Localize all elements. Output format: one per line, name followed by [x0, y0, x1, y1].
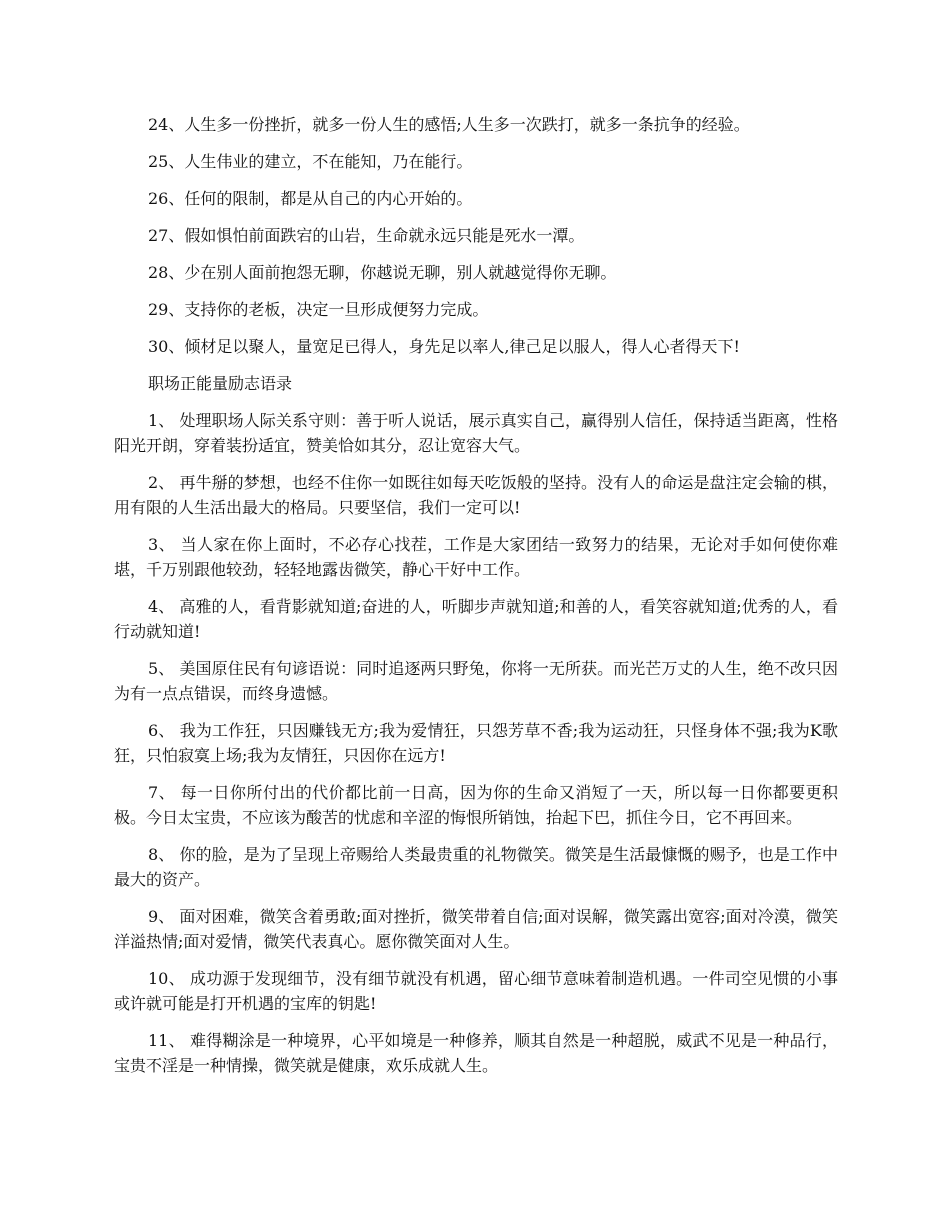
workplace-quote-3: 3、 当人家在你上面时，不必存心找茬，工作是大家团结一致努力的结果，无论对手如何使你难堪，千万别跟他较劲，轻轻地露齿微笑，静心干好中工作。 — [114, 535, 838, 579]
quote-paragraph-26: 26、任何的限制，都是从自己的内心开始的。 — [148, 189, 473, 208]
workplace-quote-5: 5、 美国原住民有句谚语说：同时追逐两只野兔，你将一无所获。而光芒万丈的人生，绝不改只因为有一点点错误，而终身遗憾。 — [114, 659, 838, 703]
workplace-quote-2: 2、 再牛掰的梦想，也经不住你一如既往如每天吃饭般的坚持。没有人的命运是盘注定会输的棋，用有限的人生活出最大的格局。只要坚信，我们一定可以! — [114, 473, 838, 517]
quote-paragraph-28: 28、少在别人面前抱怨无聊，你越说无聊，别人就越觉得你无聊。 — [148, 263, 617, 282]
workplace-quote-1: 1、 处理职场人际关系守则：善于听人说话，展示真实自己，赢得别人信任，保持适当距离，性格阳光开朗，穿着装扮适宜，赞美恰如其分，忍让宽容大气。 — [114, 411, 838, 455]
section-heading: 职场正能量励志语录 — [148, 374, 293, 393]
quote-paragraph-29: 29、支持你的老板，决定一旦形成便努力完成。 — [148, 300, 489, 319]
workplace-quote-9: 9、 面对困难，微笑含着勇敢;面对挫折，微笑带着自信;面对误解，微笑露出宽容;面对冷漠，微笑洋溢热情;面对爱情，微笑代表真心。愿你微笑面对人生。 — [114, 907, 838, 951]
workplace-quote-10: 10、 成功源于发现细节，没有细节就没有机遇，留心细节意味着制造机遇。一件司空见惯的小事或许就可能是打开机遇的宝库的钥匙! — [114, 969, 838, 1013]
workplace-quote-8: 8、 你的脸，是为了呈现上帝赐给人类最贵重的礼物微笑。微笑是生活最慷慨的赐予，也是工作中最大的资产。 — [114, 845, 838, 889]
quote-paragraph-25: 25、人生伟业的建立，不在能知，乃在能行。 — [148, 152, 473, 171]
document-body — [114, 112, 838, 1090]
workplace-quote-11: 11、 难得糊涂是一种境界，心平如境是一种修养，顺其自然是一种超脱，威武不见是一种品行，宝贵不淫是一种情操，微笑就是健康，欢乐成就人生。 — [114, 1031, 838, 1075]
quote-paragraph-24: 24、人生多一份挫折，就多一份人生的感悟;人生多一次跌打，就多一条抗争的经验。 — [148, 115, 750, 134]
quote-paragraph-30: 30、倾材足以聚人，量宽足已得人，身先足以率人,律己足以服人，得人心者得天下! — [148, 337, 740, 356]
workplace-quote-6: 6、 我为工作狂，只因赚钱无方;我为爱情狂，只怨芳草不香;我为运动狂，只怪身体不强;我为K歌狂，只怕寂寞上场;我为友情狂，只因你在远方! — [114, 721, 838, 765]
workplace-quote-7: 7、 每一日你所付出的代价都比前一日高，因为你的生命又消短了一天，所以每一日你都要更积极。今日太宝贵，不应该为酸苦的忧虑和辛涩的悔恨所销蚀，抬起下巴，抓住今日，它不再回来。 — [114, 783, 838, 827]
quote-paragraph-27: 27、假如惧怕前面跌宕的山岩，生命就永远只能是死水一潭。 — [148, 226, 585, 245]
workplace-quote-4: 4、 高雅的人，看背影就知道;奋进的人，听脚步声就知道;和善的人，看笑容就知道;优秀的人，看行动就知道! — [114, 597, 838, 641]
